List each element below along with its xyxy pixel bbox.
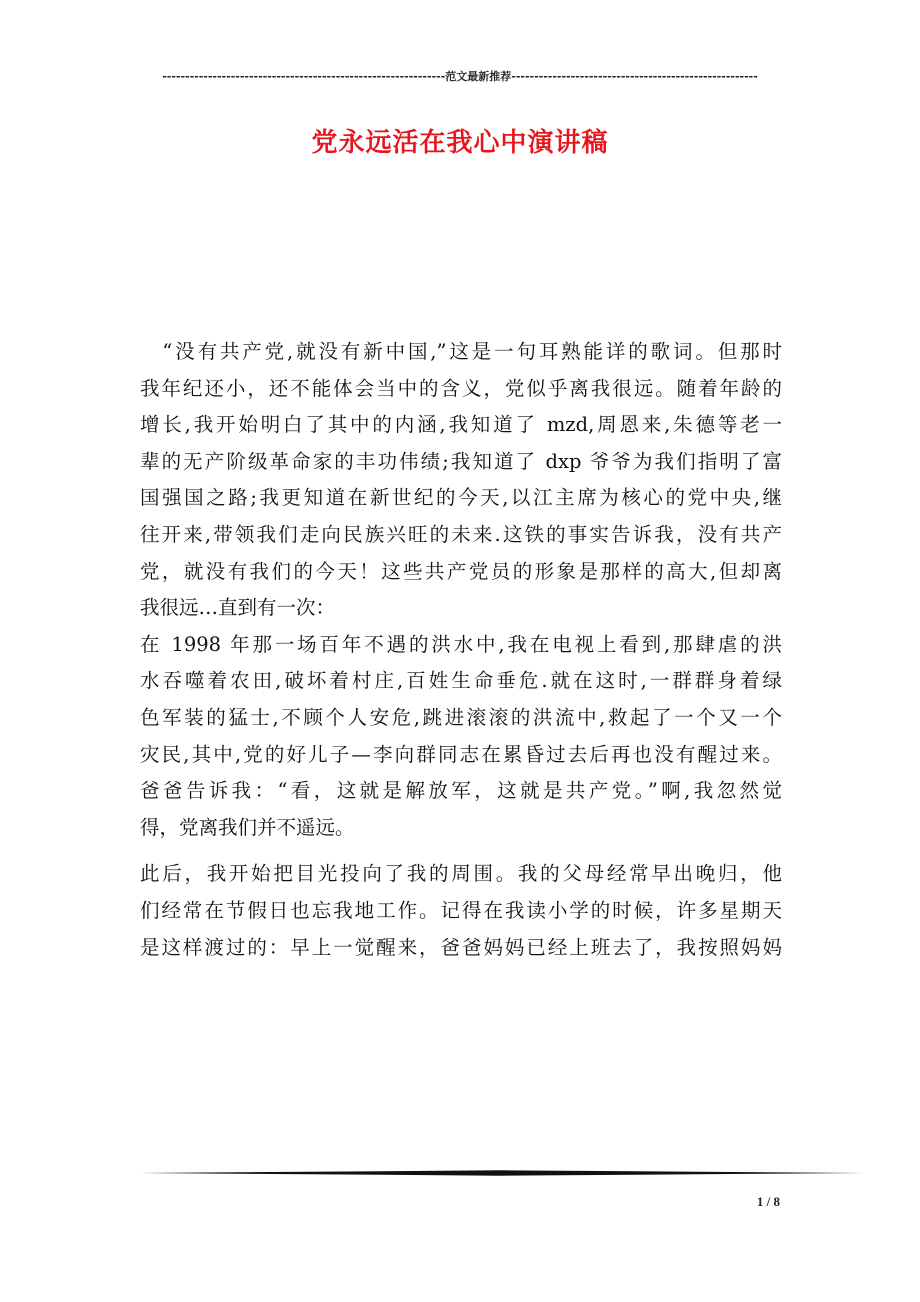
text-line: 是这样渡过的：早上一觉醒来，爸爸妈妈已经上班去了，我按照妈妈 (140, 935, 782, 959)
text-line: 辈的无产阶级革命家的丰功伟绩;我知道了 dxp 爷爷为我们指明了富 (140, 449, 782, 473)
paragraph-1 (140, 334, 782, 627)
text-line: 往开来,带领我们走向民族兴旺的未来.这铁的事实告诉我，没有共产 (140, 522, 782, 546)
text-line: 我很远…直到有一次： (140, 596, 336, 620)
document-title: 党永远活在我心中演讲稿 (311, 128, 609, 158)
text-line: 增长,我开始明白了其中的内涵,我知道了 mzd,周恩来,朱德等老一 (140, 413, 782, 437)
page-number: 1 / 8 (756, 1194, 780, 1209)
text-line: 得，党离我们并不遥远。 (140, 815, 355, 839)
text-line: 们经常在节假日也忘我地工作。记得在我读小学的时候，许多星期天 (140, 898, 782, 922)
paragraph-2 (140, 627, 782, 847)
text-line: 此后，我开始把目光投向了我的周围。我的父母经常早出晚归，他 (140, 862, 782, 886)
document-body (140, 334, 782, 966)
text-line: 色军装的猛士,不顾个人安危,跳进滚滚的洪流中,救起了一个又一个 (140, 705, 782, 729)
text-line: “没有共产党,就没有新中国,”这是一句耳熟能详的歌词。但那时 (140, 340, 782, 363)
text-line: 国强国之路;我更知道在新世纪的今天,以江主席为核心的党中央,继 (140, 486, 782, 510)
text-line: 爸爸告诉我：“看，这就是解放军，这就是共产党。”啊,我忽然觉 (140, 779, 782, 803)
footer-divider (140, 1170, 864, 1176)
text-line: 我年纪还小，还不能体会当中的含义，党似乎离我很远。随着年龄的 (140, 376, 782, 400)
text-line: 水吞噬着农田,破坏着村庄,百姓生命垂危.就在这时,一群群身着绿 (140, 669, 782, 693)
text-line: 灾民,其中,党的好儿子—李向群同志在累昏过去后再也没有醒过来。 (140, 742, 782, 766)
text-line: 在 1998 年那一场百年不遇的洪水中,我在电视上看到,那肆虐的洪 (140, 632, 782, 656)
paragraph-3 (140, 856, 782, 966)
text-line: 党，就没有我们的今天！这些共产党员的形象是那样的高大,但却离 (140, 559, 782, 583)
paragraph-spacer (140, 846, 782, 856)
page-header-banner: --------------------------------------------------------------范文最新推荐------------------------------------------------------ (162, 70, 758, 83)
